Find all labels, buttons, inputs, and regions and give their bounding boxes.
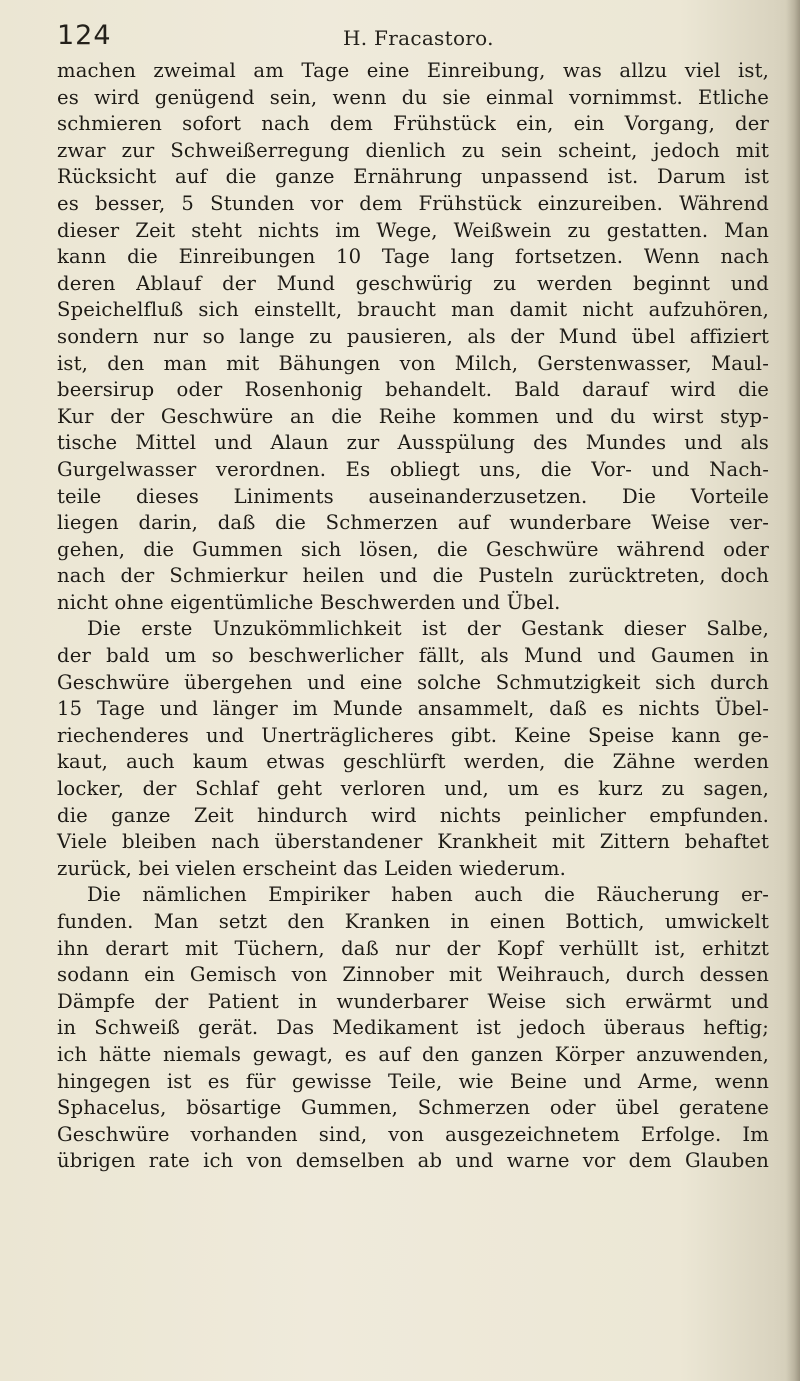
text-line: kaut, auch kaum etwas geschlürft werden, die Zähne werden bbox=[57, 750, 769, 774]
text-line: es besser, 5 Stunden vor dem Frühstück einzureiben. Während bbox=[57, 191, 769, 215]
text-line: übrigen rate ich von demselben ab und warne vor dem Glauben bbox=[57, 1149, 769, 1173]
text-line: in Schweiß gerät. Das Medikament ist jedoch überaus heftig; bbox=[57, 1016, 769, 1040]
text-line: 15 Tage und länger im Munde ansammelt, daß es nichts Übel- bbox=[57, 697, 769, 721]
running-head: H. Fracastoro. bbox=[343, 26, 494, 50]
text-line: teile dieses Liniments auseinanderzusetzen. Die Vorteile bbox=[57, 484, 769, 508]
text-line: ihn derart mit Tüchern, daß nur der Kopf verhüllt ist, erhitzt bbox=[57, 936, 769, 960]
text-line: schmieren sofort nach dem Frühstück ein, ein Vorgang, der bbox=[57, 112, 769, 136]
text-line: liegen darin, daß die Schmerzen auf wunderbare Weise ver- bbox=[57, 511, 769, 535]
text-line: funden. Man setzt den Kranken in einen Bottich, umwickelt bbox=[57, 910, 769, 933]
page-number: 124 bbox=[57, 20, 112, 51]
text-line: sodann ein Gemisch von Zinnober mit Weihrauch, durch dessen bbox=[57, 963, 769, 987]
text-line: Gurgelwasser verordnen. Es obliegt uns, die Vor- und Nach- bbox=[57, 457, 769, 481]
text-line: ist, den man mit Bähungen von Milch, Gerstenwasser, Maul- bbox=[57, 351, 769, 375]
text-line: Rücksicht auf die ganze Ernährung unpassend ist. Darum ist bbox=[57, 165, 769, 189]
text-line: tische Mittel und Alaun zur Ausspülung des Mundes und als bbox=[57, 431, 769, 455]
text-line: Dämpfe der Patient in wunderbarer Weise sich erwärmt und bbox=[57, 989, 769, 1013]
text-line: kann die Einreibungen 10 Tage lang fortsetzen. Wenn nach bbox=[57, 245, 769, 269]
text-line: ich hätte niemals gewagt, es auf den ganzen Körper anzuwenden, bbox=[57, 1042, 769, 1066]
text-line: Die nämlichen Empiriker haben auch die Räucherung er- bbox=[87, 883, 769, 907]
text-line: Kur der Geschwüre an die Reihe kommen und du wirst styp- bbox=[57, 404, 769, 428]
text-line: riechenderes und Unerträglicheres gibt. Keine Speise kann ge- bbox=[57, 723, 769, 747]
text-line: Geschwüre übergehen und eine solche Schmutzigkeit sich durch bbox=[57, 670, 769, 694]
text-line: Viele bleiben nach überstandener Krankheit mit Zittern behaftet bbox=[57, 830, 769, 854]
text-line: machen zweimal am Tage eine Einreibung, was allzu viel ist, bbox=[57, 59, 769, 82]
text-line: zwar zur Schweißerregung dienlich zu sein scheint, jedoch mit bbox=[57, 138, 769, 162]
text-line: hingegen ist es für gewisse Teile, wie Beine und Arme, wenn bbox=[57, 1069, 769, 1093]
text-line: Die erste Unzukömmlichkeit ist der Gestank dieser Salbe, bbox=[87, 617, 769, 641]
text-line: gehen, die Gummen sich lösen, die Geschwüre während oder bbox=[57, 537, 769, 561]
text-line: nach der Schmierkur heilen und die Pusteln zurücktreten, doch bbox=[57, 564, 769, 588]
body-text bbox=[57, 58, 769, 1175]
text-line: die ganze Zeit hindurch wird nichts peinlicher empfunden. bbox=[57, 803, 769, 827]
text-line: der bald um so beschwerlicher fällt, als Mund und Gaumen in bbox=[57, 644, 769, 668]
text-line: beersirup oder Rosenhonig behandelt. Bald darauf wird die bbox=[57, 378, 769, 402]
text-line: Geschwüre vorhanden sind, von ausgezeichnetem Erfolge. Im bbox=[57, 1122, 769, 1146]
page-header bbox=[57, 20, 757, 54]
text-line: deren Ablauf der Mund geschwürig zu werden beginnt und bbox=[57, 271, 769, 295]
text-line: nicht ohne eigentümliche Beschwerden und Übel. bbox=[57, 590, 561, 614]
text-line: Sphacelus, bösartige Gummen, Schmerzen oder übel geratene bbox=[57, 1096, 769, 1120]
text-line: es wird genügend sein, wenn du sie einmal vornimmst. Etliche bbox=[57, 85, 769, 109]
text-line: sondern nur so lange zu pausieren, als der Mund übel affiziert bbox=[57, 324, 769, 348]
text-line: zurück, bei vielen erscheint das Leiden wiederum. bbox=[57, 856, 566, 880]
text-line: locker, der Schlaf geht verloren und, um es kurz zu sagen, bbox=[57, 777, 769, 801]
text-line: Speichelfluß sich einstellt, braucht man damit nicht aufzuhören, bbox=[57, 298, 769, 322]
page-edge-shadow bbox=[786, 0, 800, 1381]
text-line: dieser Zeit steht nichts im Wege, Weißwein zu gestatten. Man bbox=[57, 218, 769, 242]
